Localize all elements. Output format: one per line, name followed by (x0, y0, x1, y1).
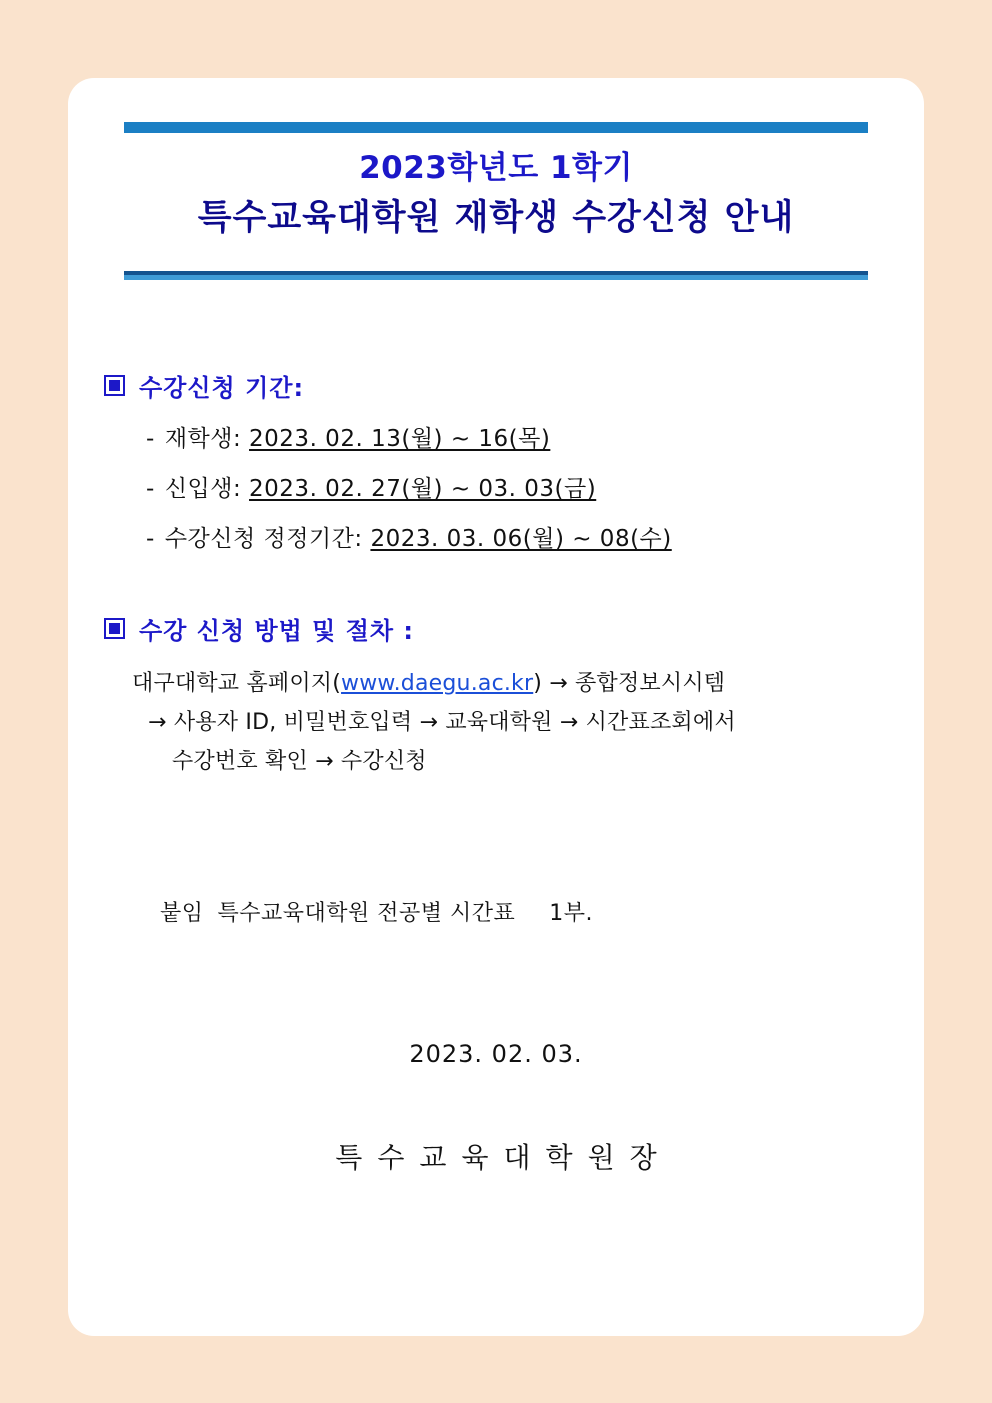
section1-heading-row (68, 368, 924, 403)
page-title-line1: 2023학년도 1학기 (359, 150, 633, 186)
period-value: 2023. 02. 13(월) ~ 16(목) (249, 426, 551, 452)
method-line1-pre: 대구대학교 홈페이지( (132, 671, 342, 696)
method-line3: 수강번호 확인 → 수강신청 (172, 749, 427, 774)
list-item (146, 520, 924, 553)
university-homepage-link[interactable]: www.daegu.ac.kr (341, 671, 534, 696)
square-bullet-icon (104, 375, 125, 396)
method-line2: → 사용자 ID, 비밀번호입력 → 교육대학원 → 시간표조회에서 (148, 710, 736, 735)
title-block (124, 144, 868, 244)
attachment-note (160, 896, 593, 927)
signer-title: 특수교육대학원장 (335, 1141, 672, 1174)
period-label: 재학생: (164, 426, 242, 452)
top-rule (124, 122, 868, 133)
square-bullet-icon (104, 618, 125, 639)
section2-body (132, 664, 924, 781)
attachment-count: 1부. (549, 901, 594, 926)
dash-marker: - (146, 526, 155, 552)
list-item (146, 470, 924, 503)
dash-marker: - (146, 426, 155, 452)
attachment-label: 붙임 (160, 901, 204, 926)
method-line1-post: ) → 종합정보시시템 (533, 671, 726, 696)
period-value: 2023. 03. 06(월) ~ 08(수) (370, 526, 672, 552)
period-value: 2023. 02. 27(월) ~ 03. 03(금) (249, 476, 597, 502)
bottom-rule (124, 271, 868, 280)
dash-marker: - (146, 476, 155, 502)
period-label: 신입생: (164, 476, 242, 502)
issue-date: 2023. 02. 03. (409, 1040, 583, 1068)
list-item (146, 420, 924, 453)
notice-page (68, 78, 924, 1336)
section2-heading: 수강 신청 방법 및 절차 : (139, 617, 415, 645)
section2-heading-row (68, 611, 924, 646)
attachment-text: 특수교육대학원 전공별 시간표 (217, 901, 516, 926)
section-application-method (68, 611, 924, 781)
section1-heading: 수강신청 기간: (139, 374, 305, 402)
section-application-period (68, 368, 924, 553)
period-label: 수강신청 정정기간: (164, 526, 363, 552)
page-title-line2: 특수교육대학원 재학생 수강신청 안내 (197, 198, 795, 238)
